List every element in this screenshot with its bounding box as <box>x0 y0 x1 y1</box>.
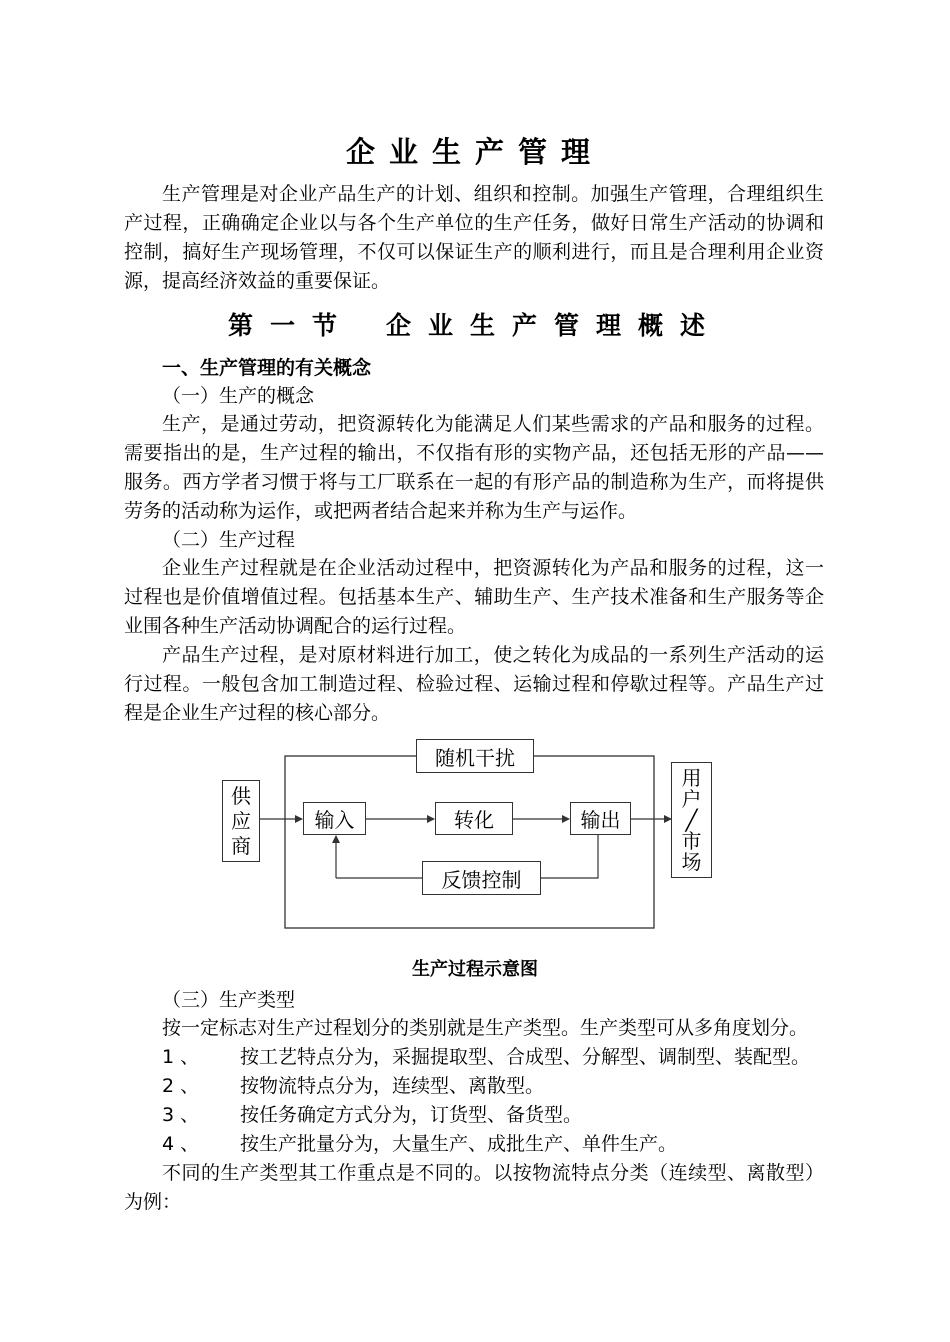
list-item-number: 4 、 <box>162 1133 200 1155</box>
production-process-paragraph-1: 企业生产过程就是在企业活动过程中，把资源转化为产品和服务的过程，这一过程也是价值增值过程。包括基本生产、辅助生产、生产技术准备和生产服务等企业围各种生产活动协调配合的运行过程。 <box>124 557 824 637</box>
supplier-char: 应 <box>231 808 251 833</box>
list-item <box>162 1072 544 1100</box>
customer-char: 场 <box>681 849 702 874</box>
feedback-control-box: 反馈控制 <box>422 861 541 895</box>
list-item <box>162 1101 582 1129</box>
subheading-production-process: （二）生产过程 <box>162 529 296 551</box>
disturbance-box: 随机干扰 <box>416 739 534 773</box>
supplier-char: 供 <box>231 783 251 808</box>
subheading-production-concept: （一）生产的概念 <box>162 385 315 407</box>
transform-box: 转化 <box>435 802 513 835</box>
section-name: 企业生产管理概述 <box>386 311 723 340</box>
subheading-production-types: （三）生产类型 <box>162 989 296 1011</box>
customer-market-box <box>671 762 712 878</box>
list-item-text: 按工艺特点分为，采掘提取型、合成型、分解型、调制型、装配型。 <box>240 1046 811 1068</box>
section-label: 第一节 <box>227 311 354 340</box>
intro-paragraph: 生产管理是对企业产品生产的计划、组织和控制。加强生产管理，合理组织生产过程，正确确定企业以与各个生产单位的生产任务，做好日常生产活动的协调和控制，搞好生产现场管理，不仅可以保证生产的顺利进行，而且是合理利用企业资源，提高经济效益的重要保证。 <box>124 183 824 292</box>
production-types-intro: 按一定标志对生产过程划分的类别就是生产类型。生产类型可从多角度划分。 <box>162 1017 809 1039</box>
customer-char: 用 <box>681 765 702 790</box>
production-concept-paragraph: 生产，是通过劳动，把资源转化为能满足人们某些需求的产品和服务的过程。需要指出的是，生产过程的输出，不仅指有形的实物产品，还包括无形的产品——服务。西方学者习惯于将与工厂联系在一起的有形产品的制造称为生产，而将提供劳务的活动称为运作，或把两者结合起来并称为生产与运作。 <box>124 413 824 522</box>
supplier-box <box>222 780 260 862</box>
list-item-number: 3 、 <box>162 1104 200 1126</box>
supplier-char: 商 <box>231 833 251 858</box>
list-item-number: 1 、 <box>162 1046 200 1068</box>
document-title: 企业生产管理 <box>345 135 604 169</box>
list-item <box>162 1043 810 1071</box>
list-item-text: 按任务确定方式分为，订货型、备货型。 <box>240 1104 583 1126</box>
closing-paragraph: 不同的生产类型其工作重点是不同的。以按物流特点分类（连续型、离散型）为例： <box>124 1162 824 1213</box>
system-boundary <box>285 756 654 928</box>
list-item-text: 按生产批量分为，大量生产、成批生产、单件生产。 <box>240 1133 678 1155</box>
heading-concepts: 一、生产管理的有关概念 <box>162 357 372 379</box>
input-box: 输入 <box>303 802 366 835</box>
list-item-text: 按物流特点分为，连续型、离散型。 <box>240 1075 545 1097</box>
production-process-diagram <box>218 735 718 935</box>
customer-char: ╱ <box>685 807 698 832</box>
list-item <box>162 1130 677 1158</box>
list-item-number: 2 、 <box>162 1075 200 1097</box>
diagram-caption: 生产过程示意图 <box>412 959 538 980</box>
output-box: 输出 <box>570 802 631 835</box>
section-heading <box>0 309 950 343</box>
production-process-paragraph-2: 产品生产过程，是对原材料进行加工，使之转化为成品的一系列生产活动的运行过程。一般包含加工制造过程、检验过程、运输过程和停歇过程等。产品生产过程是企业生产过程的核心部分。 <box>124 644 824 724</box>
customer-char: 市 <box>681 828 702 853</box>
customer-char: 户 <box>681 786 702 811</box>
